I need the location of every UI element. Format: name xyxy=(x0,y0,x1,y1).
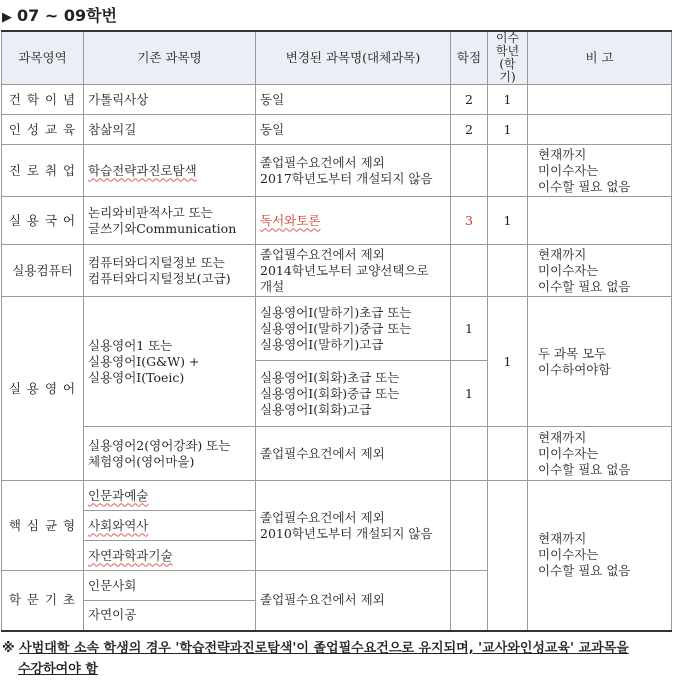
credit-cell xyxy=(451,427,488,481)
header-area: 과목영역 xyxy=(2,31,84,85)
new-course-cell: 실용영어Ⅰ(회화)초급 또는 실용영어Ⅰ(회화)중급 또는 실용영어Ⅰ(회화)고급 xyxy=(256,361,451,427)
old-course-text: 인문과예술 xyxy=(88,487,149,503)
table-row xyxy=(2,85,672,115)
table-row xyxy=(2,115,672,145)
area-cell: 건 학 이 념 xyxy=(2,85,84,115)
year-cell: 1 xyxy=(488,85,528,115)
header-new-course: 변경된 과목명(대체과목) xyxy=(256,31,451,85)
credit-cell: 3 xyxy=(451,197,488,245)
header-credit: 학점 xyxy=(451,31,488,85)
old-course-text: 학습전략과진로탐색 xyxy=(88,162,197,178)
note-cell xyxy=(528,115,672,145)
area-cell: 실용컴퓨터 xyxy=(2,245,84,297)
new-course-cell xyxy=(256,197,451,245)
credit-cell: 1 xyxy=(451,361,488,427)
new-course-cell: 졸업필수요건에서 제외 xyxy=(256,427,451,481)
section-heading xyxy=(2,3,117,25)
table-row xyxy=(2,245,672,297)
area-cell: 실 용 영 어 xyxy=(2,297,84,481)
header-note: 비 고 xyxy=(528,31,672,85)
new-course-cell: 졸업필수요건에서 제외 2014학년도부터 교양선택으로 개설 xyxy=(256,245,451,297)
year-cell xyxy=(488,245,528,297)
old-course-cell: 참삶의길 xyxy=(84,115,256,145)
area-cell: 핵 심 균 형 xyxy=(2,481,84,571)
old-course-cell: 실용영어2(영어강좌) 또는 체험영어(영어마을) xyxy=(84,427,256,481)
year-cell: 1 xyxy=(488,115,528,145)
credit-cell xyxy=(451,571,488,631)
table-row xyxy=(2,297,672,361)
old-course-cell: 컴퓨터와디지털정보 또는 컴퓨터와디지털정보(고급) xyxy=(84,245,256,297)
triangle-marker-icon: ▶ xyxy=(2,10,12,25)
area-cell: 실 용 국 어 xyxy=(2,197,84,245)
area-cell: 학 문 기 초 xyxy=(2,571,84,631)
old-course-cell xyxy=(84,541,256,571)
credit-cell: 1 xyxy=(451,297,488,361)
credit-cell xyxy=(451,145,488,197)
footnote-line-1: 사범대학 소속 학생의 경우 '학습전략과진로탐색'이 졸업필수요건으로 유지되며, '교사와인성교육' 교과목을 xyxy=(19,641,629,656)
note-cell: 현재까지 미이수자는 이수할 필요 없음 xyxy=(528,481,672,631)
heading-text: 07 ~ 09학번 xyxy=(17,6,117,25)
old-course-cell: 인문사회 xyxy=(84,571,256,601)
note-cell: 현재까지 미이수자는 이수할 필요 없음 xyxy=(528,245,672,297)
new-course-cell: 졸업필수요건에서 제외 2017학년도부터 개설되지 않음 xyxy=(256,145,451,197)
course-change-table xyxy=(1,30,672,632)
new-course-cell: 동일 xyxy=(256,115,451,145)
note-cell xyxy=(528,85,672,115)
area-cell: 인 성 교 육 xyxy=(2,115,84,145)
note-cell: 현재까지 미이수자는 이수할 필요 없음 xyxy=(528,145,672,197)
credit-cell: 2 xyxy=(451,85,488,115)
old-course-cell xyxy=(84,511,256,541)
old-course-cell xyxy=(84,145,256,197)
table-row xyxy=(2,481,672,511)
credit-cell xyxy=(451,245,488,297)
old-course-text: 사회와역사 xyxy=(88,517,149,533)
note-cell: 두 과목 모두 이수하여야함 xyxy=(528,297,672,427)
note-cell xyxy=(528,197,672,245)
footnote-line-2: 수강하여야 함 xyxy=(18,662,98,677)
new-course-text: 독서와토론 xyxy=(260,212,321,228)
year-cell xyxy=(488,481,528,631)
old-course-cell: 논리와비판적사고 또는 글쓰기와Communication xyxy=(84,197,256,245)
credit-cell: 2 xyxy=(451,115,488,145)
credit-cell xyxy=(451,481,488,571)
table-row xyxy=(2,427,672,481)
note-cell: 현재까지 미이수자는 이수할 필요 없음 xyxy=(528,427,672,481)
new-course-cell: 졸업필수요건에서 제외 2010학년도부터 개설되지 않음 xyxy=(256,481,451,571)
old-course-cell: 가톨릭사상 xyxy=(84,85,256,115)
old-course-cell: 자연이공 xyxy=(84,601,256,631)
year-cell xyxy=(488,145,528,197)
new-course-cell: 실용영어Ⅰ(말하기)초급 또는 실용영어Ⅰ(말하기)중급 또는 실용영어Ⅰ(말하기)고급 xyxy=(256,297,451,361)
area-cell: 진 로 취 업 xyxy=(2,145,84,197)
old-course-cell: 실용영어1 또는 실용영어Ⅰ(G&W) + 실용영어Ⅰ(Toeic) xyxy=(84,297,256,427)
year-cell xyxy=(488,427,528,481)
year-cell: 1 xyxy=(488,297,528,427)
new-course-cell: 졸업필수요건에서 제외 xyxy=(256,571,451,631)
header-year: 이수 학년 (학기) xyxy=(488,31,528,85)
table-header-row xyxy=(2,31,672,85)
year-cell: 1 xyxy=(488,197,528,245)
table-row xyxy=(2,145,672,197)
reference-mark-icon: ※ xyxy=(2,641,15,656)
new-course-cell: 동일 xyxy=(256,85,451,115)
table-row xyxy=(2,197,672,245)
header-old-course: 기존 과목명 xyxy=(84,31,256,85)
old-course-text: 자연과학과기술 xyxy=(88,547,173,563)
old-course-cell xyxy=(84,481,256,511)
footnote xyxy=(2,638,670,680)
